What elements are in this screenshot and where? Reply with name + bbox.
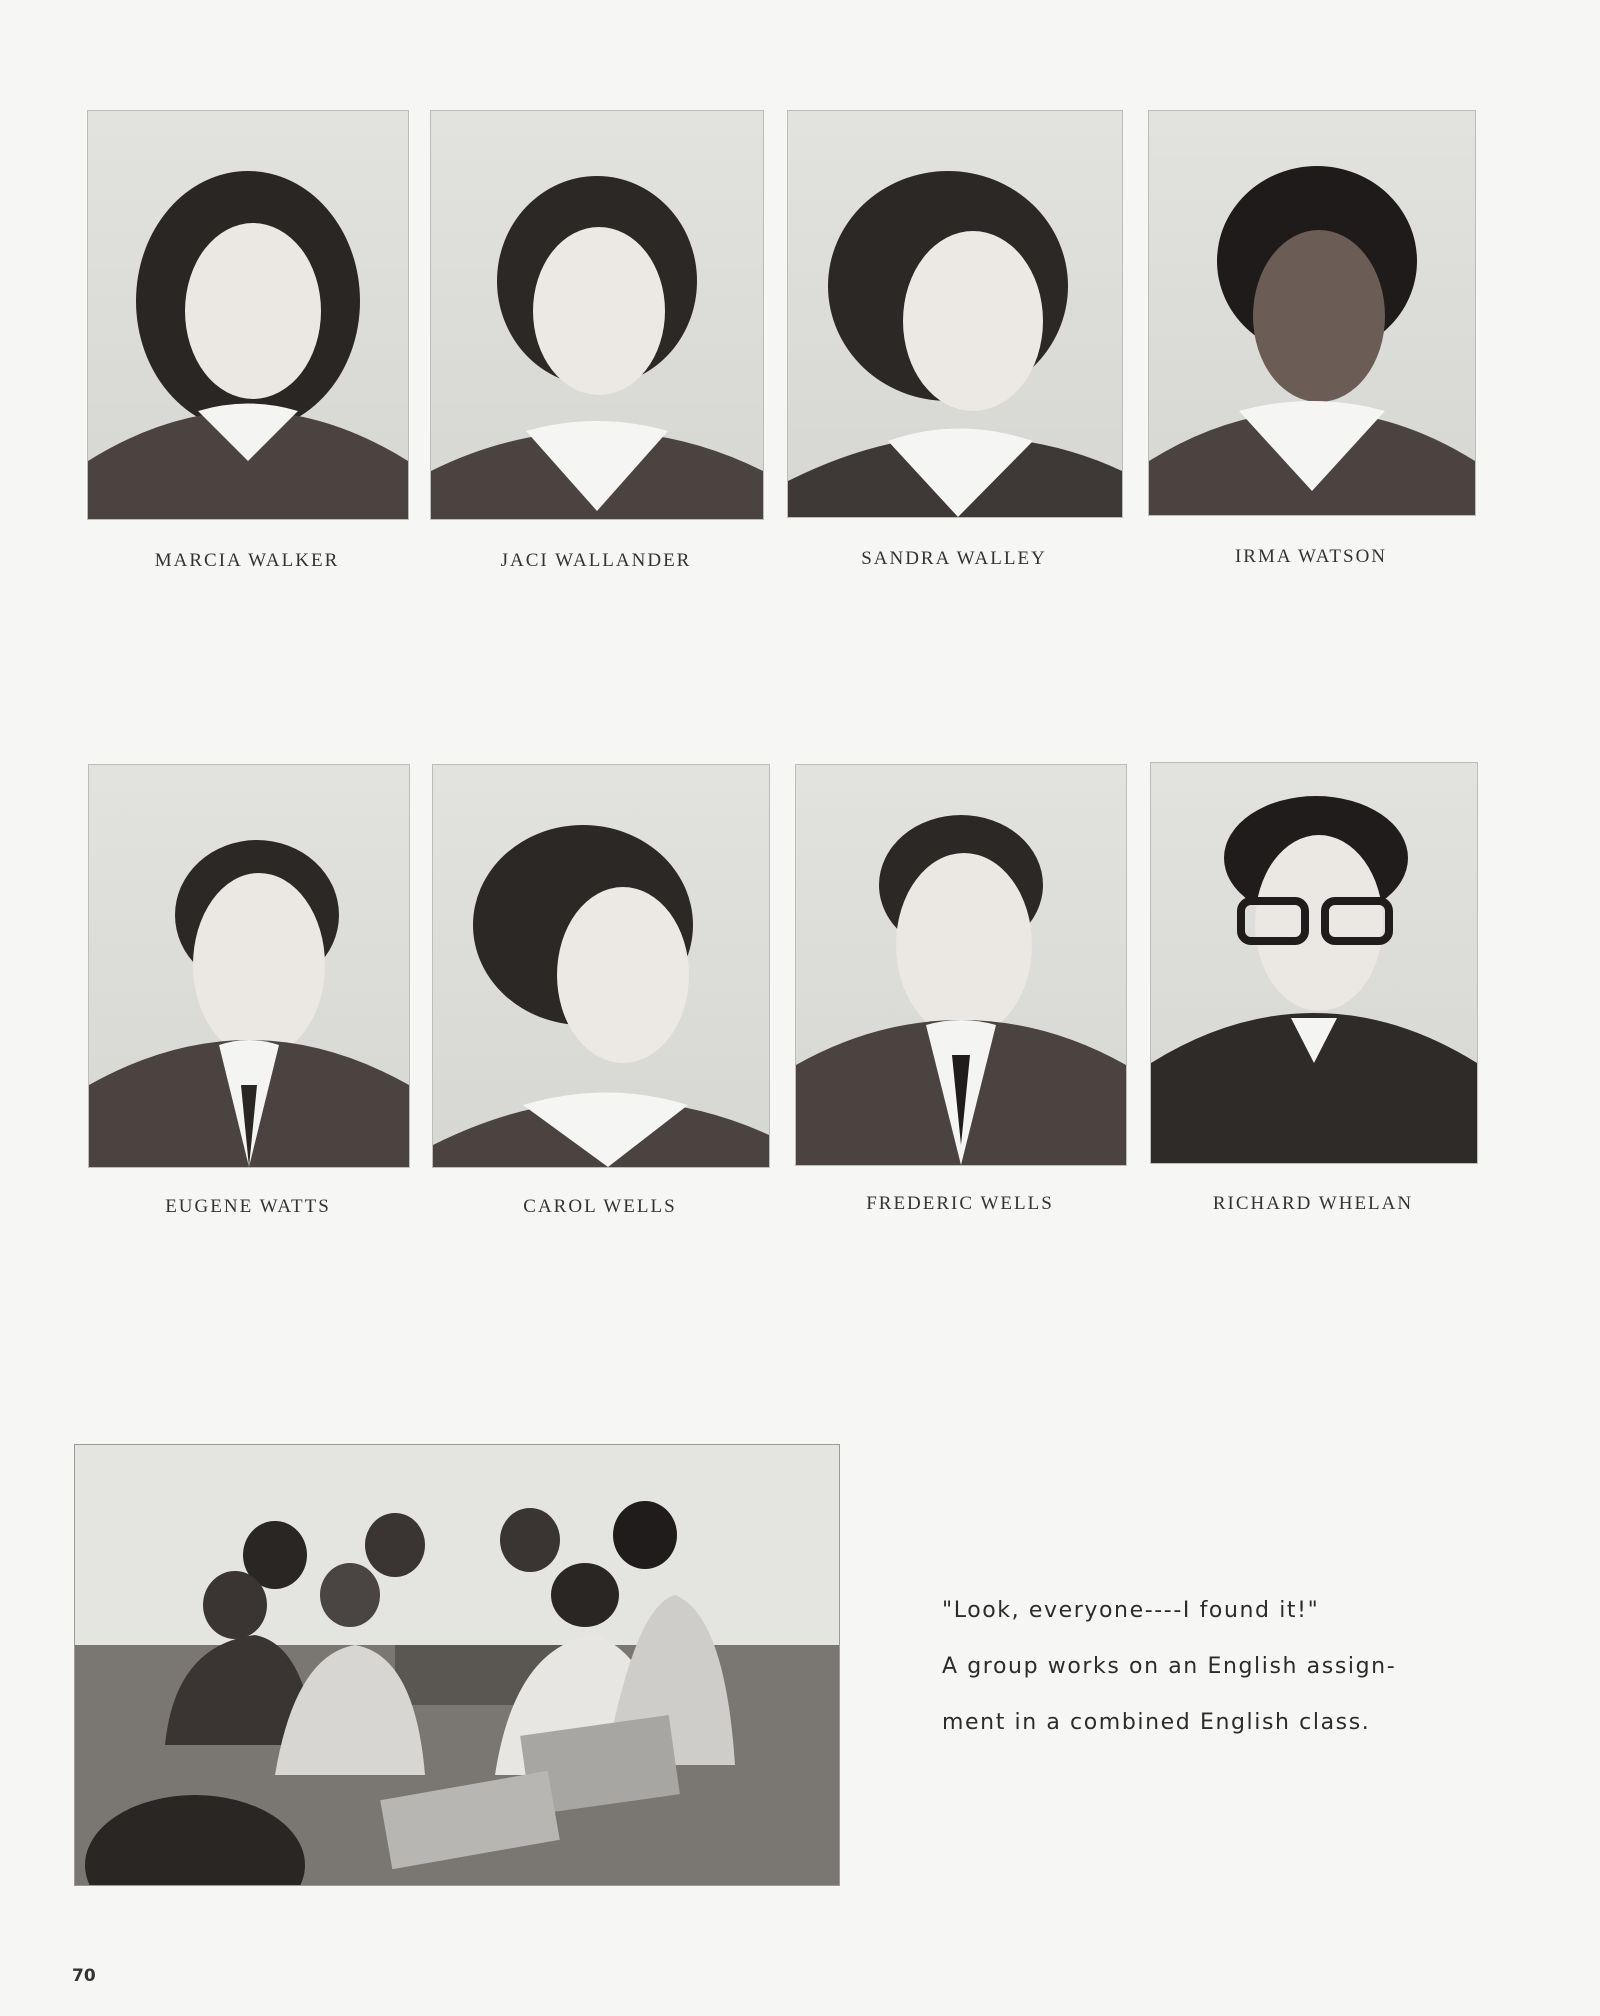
student-name: CAROL WELLS: [523, 1196, 677, 1217]
portrait-carol-wells: [432, 764, 770, 1168]
portrait-sandra-walley: [787, 110, 1123, 518]
caption-quote: "Look, everyone----I found it!": [942, 1598, 1320, 1623]
portrait-jaci-wallander: [430, 110, 764, 520]
caption-line-2: ment in a combined English class.: [942, 1710, 1371, 1735]
student-name: SANDRA WALLEY: [861, 548, 1047, 569]
student-name: RICHARD WHELAN: [1212, 1193, 1414, 1214]
english-class-photo: [74, 1444, 840, 1886]
page-number: 70: [72, 1966, 96, 1986]
portrait-frederic-wells: [795, 764, 1127, 1166]
student-name: EUGENE WATTS: [165, 1196, 331, 1217]
portrait-irma-watson: [1148, 110, 1476, 516]
photo-caption: [942, 1598, 1462, 1766]
portrait-marcia-walker: [87, 110, 409, 520]
student-name: FREDERIC WELLS: [866, 1193, 1054, 1214]
student-name: IRMA WATSON: [1234, 546, 1388, 567]
student-name: MARCIA WALKER: [154, 550, 340, 571]
student-name: JACI WALLANDER: [500, 550, 692, 571]
portrait-eugene-watts: [88, 764, 410, 1168]
caption-line-1: A group works on an English assign-: [942, 1654, 1397, 1679]
portrait-richard-whelan: [1150, 762, 1478, 1164]
